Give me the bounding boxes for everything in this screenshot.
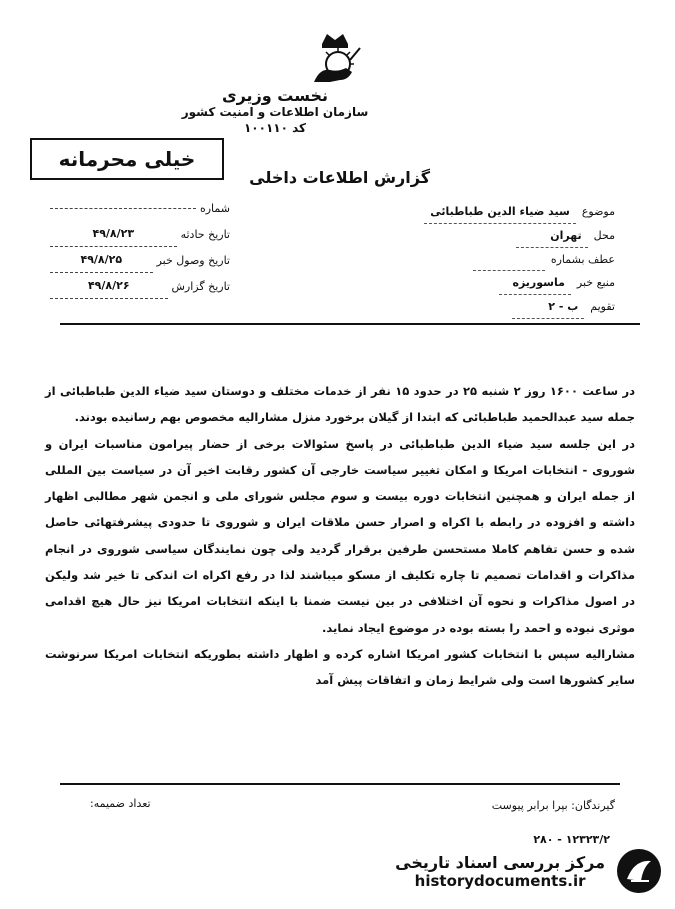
field-value: سید ضیاء الدین طباطبائی xyxy=(424,200,576,224)
recipients-label: گیرندگان xyxy=(574,799,615,812)
header-divider xyxy=(60,323,640,325)
report-fields xyxy=(235,200,615,319)
field-label: تقویم xyxy=(590,300,615,313)
body-paragraph-2: در این جلسه سید ضیاء الدین طباطبائی در پاسخ سئوالات برخی از حضار پیرامون مناسبات ایران و شوروی - انتخابات امریکا و امکان تغییر سیاست خارجی آن کشور رقابت اخیر آن در سیاست بین المللی از جمله ایران و همچنین انتخابات دوره بیست و سوم مجلس شورای ملی و انجمن شهر مطالبی اظهار داشته و افزوده در رابطه با اکراه و اصرار حسن ملاقات ایران و شوروی تا حدودی پیشرفتهائی حاصل شده و حسن تفاهم کاملا مستحسن طرفین برقرار گردید ولی چون نمایندگان سیاسی شوروی در انجام مذاکرات و اقدامات تصمیم تا چاره تکلیف از مسکو میباشند لذا در رفع اکراه ات اندکی تا خیر شد ولیکن در اصول مذاکرات و نحوه آن اختلافی در بین نیست ضمنا با اینکه انتخابات امریکا نیز حال هیچ اقدامی موثری نبوده و احمد را بسته بوده در موضوع ایجاد نماید. xyxy=(45,436,635,635)
meta-row-number xyxy=(50,196,230,221)
field-label: موضوع xyxy=(581,205,615,218)
meta-label: تاریخ وصول خبر xyxy=(156,253,230,267)
date-meta-block xyxy=(50,196,230,299)
meta-row-incident-date xyxy=(50,221,230,247)
field-label: منبع خبر xyxy=(576,276,615,289)
field-value: ب - ۲ xyxy=(512,295,584,319)
meta-value: ۴۹/۸/۲۶ xyxy=(50,273,168,299)
field-source xyxy=(235,271,615,295)
classification-stamp xyxy=(30,138,224,180)
body-paragraph-3: مشارالیه سپس با انتخابات کشور امریکا اشاره کرده و اظهار داشته بطوریکه انتخابات امریکا سرنوشت سایر کشورها است ولی شرایط زمان و اتفاقات پیش آمد xyxy=(45,646,635,688)
meta-label: تاریخ حادثه xyxy=(180,227,230,241)
field-value xyxy=(473,248,545,271)
report-body xyxy=(45,378,635,694)
field-subject xyxy=(235,200,615,224)
footer-divider xyxy=(60,783,620,785)
body-paragraph-1: در ساعت ۱۶۰۰ روز ۲ شنبه ۲۵ در حدود ۱۵ نفر از خدمات مختلف و دوستان سید ضیاء الدین طباطبائی از جمله سید عبدالحمید طباطبائی که ابتدا از گیلان برخورد منزل مشارالیه مخصوص بهم رسانیده بودند. xyxy=(45,384,636,425)
field-label: عطف بشماره xyxy=(550,253,615,266)
org-name-line2: سازمان اطلاعات و امنیت کشور xyxy=(181,105,369,119)
report-title: گزارش اطلاعات داخلی xyxy=(249,168,430,187)
field-value: تهران xyxy=(516,224,588,248)
meta-value xyxy=(50,208,196,209)
meta-value: ۴۹/۸/۲۵ xyxy=(50,247,153,273)
field-rating xyxy=(235,295,615,319)
classification-label: خیلی محرمانه xyxy=(58,147,196,171)
recipients-value: بپرا برابر پیوست xyxy=(491,799,568,812)
field-value: ماسوریزه xyxy=(499,271,571,295)
meta-value: ۴۹/۸/۲۳ xyxy=(50,221,177,247)
field-reference xyxy=(235,248,615,271)
attachments-label: تعداد ضمیمه xyxy=(93,797,151,810)
attachments-block: تعداد ضمیمه: xyxy=(90,797,151,810)
org-name-line1: نخست وزیری xyxy=(221,86,329,105)
archive-watermark xyxy=(395,847,663,895)
meta-label: شماره xyxy=(199,202,230,215)
org-code: کد ۱۰۰۱۱۰ xyxy=(243,121,307,135)
meta-row-received-date xyxy=(50,247,230,273)
lion-and-sun-emblem-icon xyxy=(300,30,370,90)
recipients-block: گیرندگان: بپرا برابر پیوست xyxy=(491,799,615,812)
meta-row-report-date xyxy=(50,273,230,299)
meta-label: تاریخ گزارش xyxy=(171,279,230,293)
field-location xyxy=(235,224,615,248)
organization-header xyxy=(175,88,375,136)
document-number: ۲۸۰ - ۱۲۳۲۳/۲ xyxy=(533,833,610,846)
watermark-url: historydocuments.ir xyxy=(414,871,586,890)
archive-logo-icon xyxy=(615,847,663,895)
field-label: محل xyxy=(593,229,615,242)
watermark-name: مرکز بررسی اسناد تاریخی xyxy=(395,852,605,872)
